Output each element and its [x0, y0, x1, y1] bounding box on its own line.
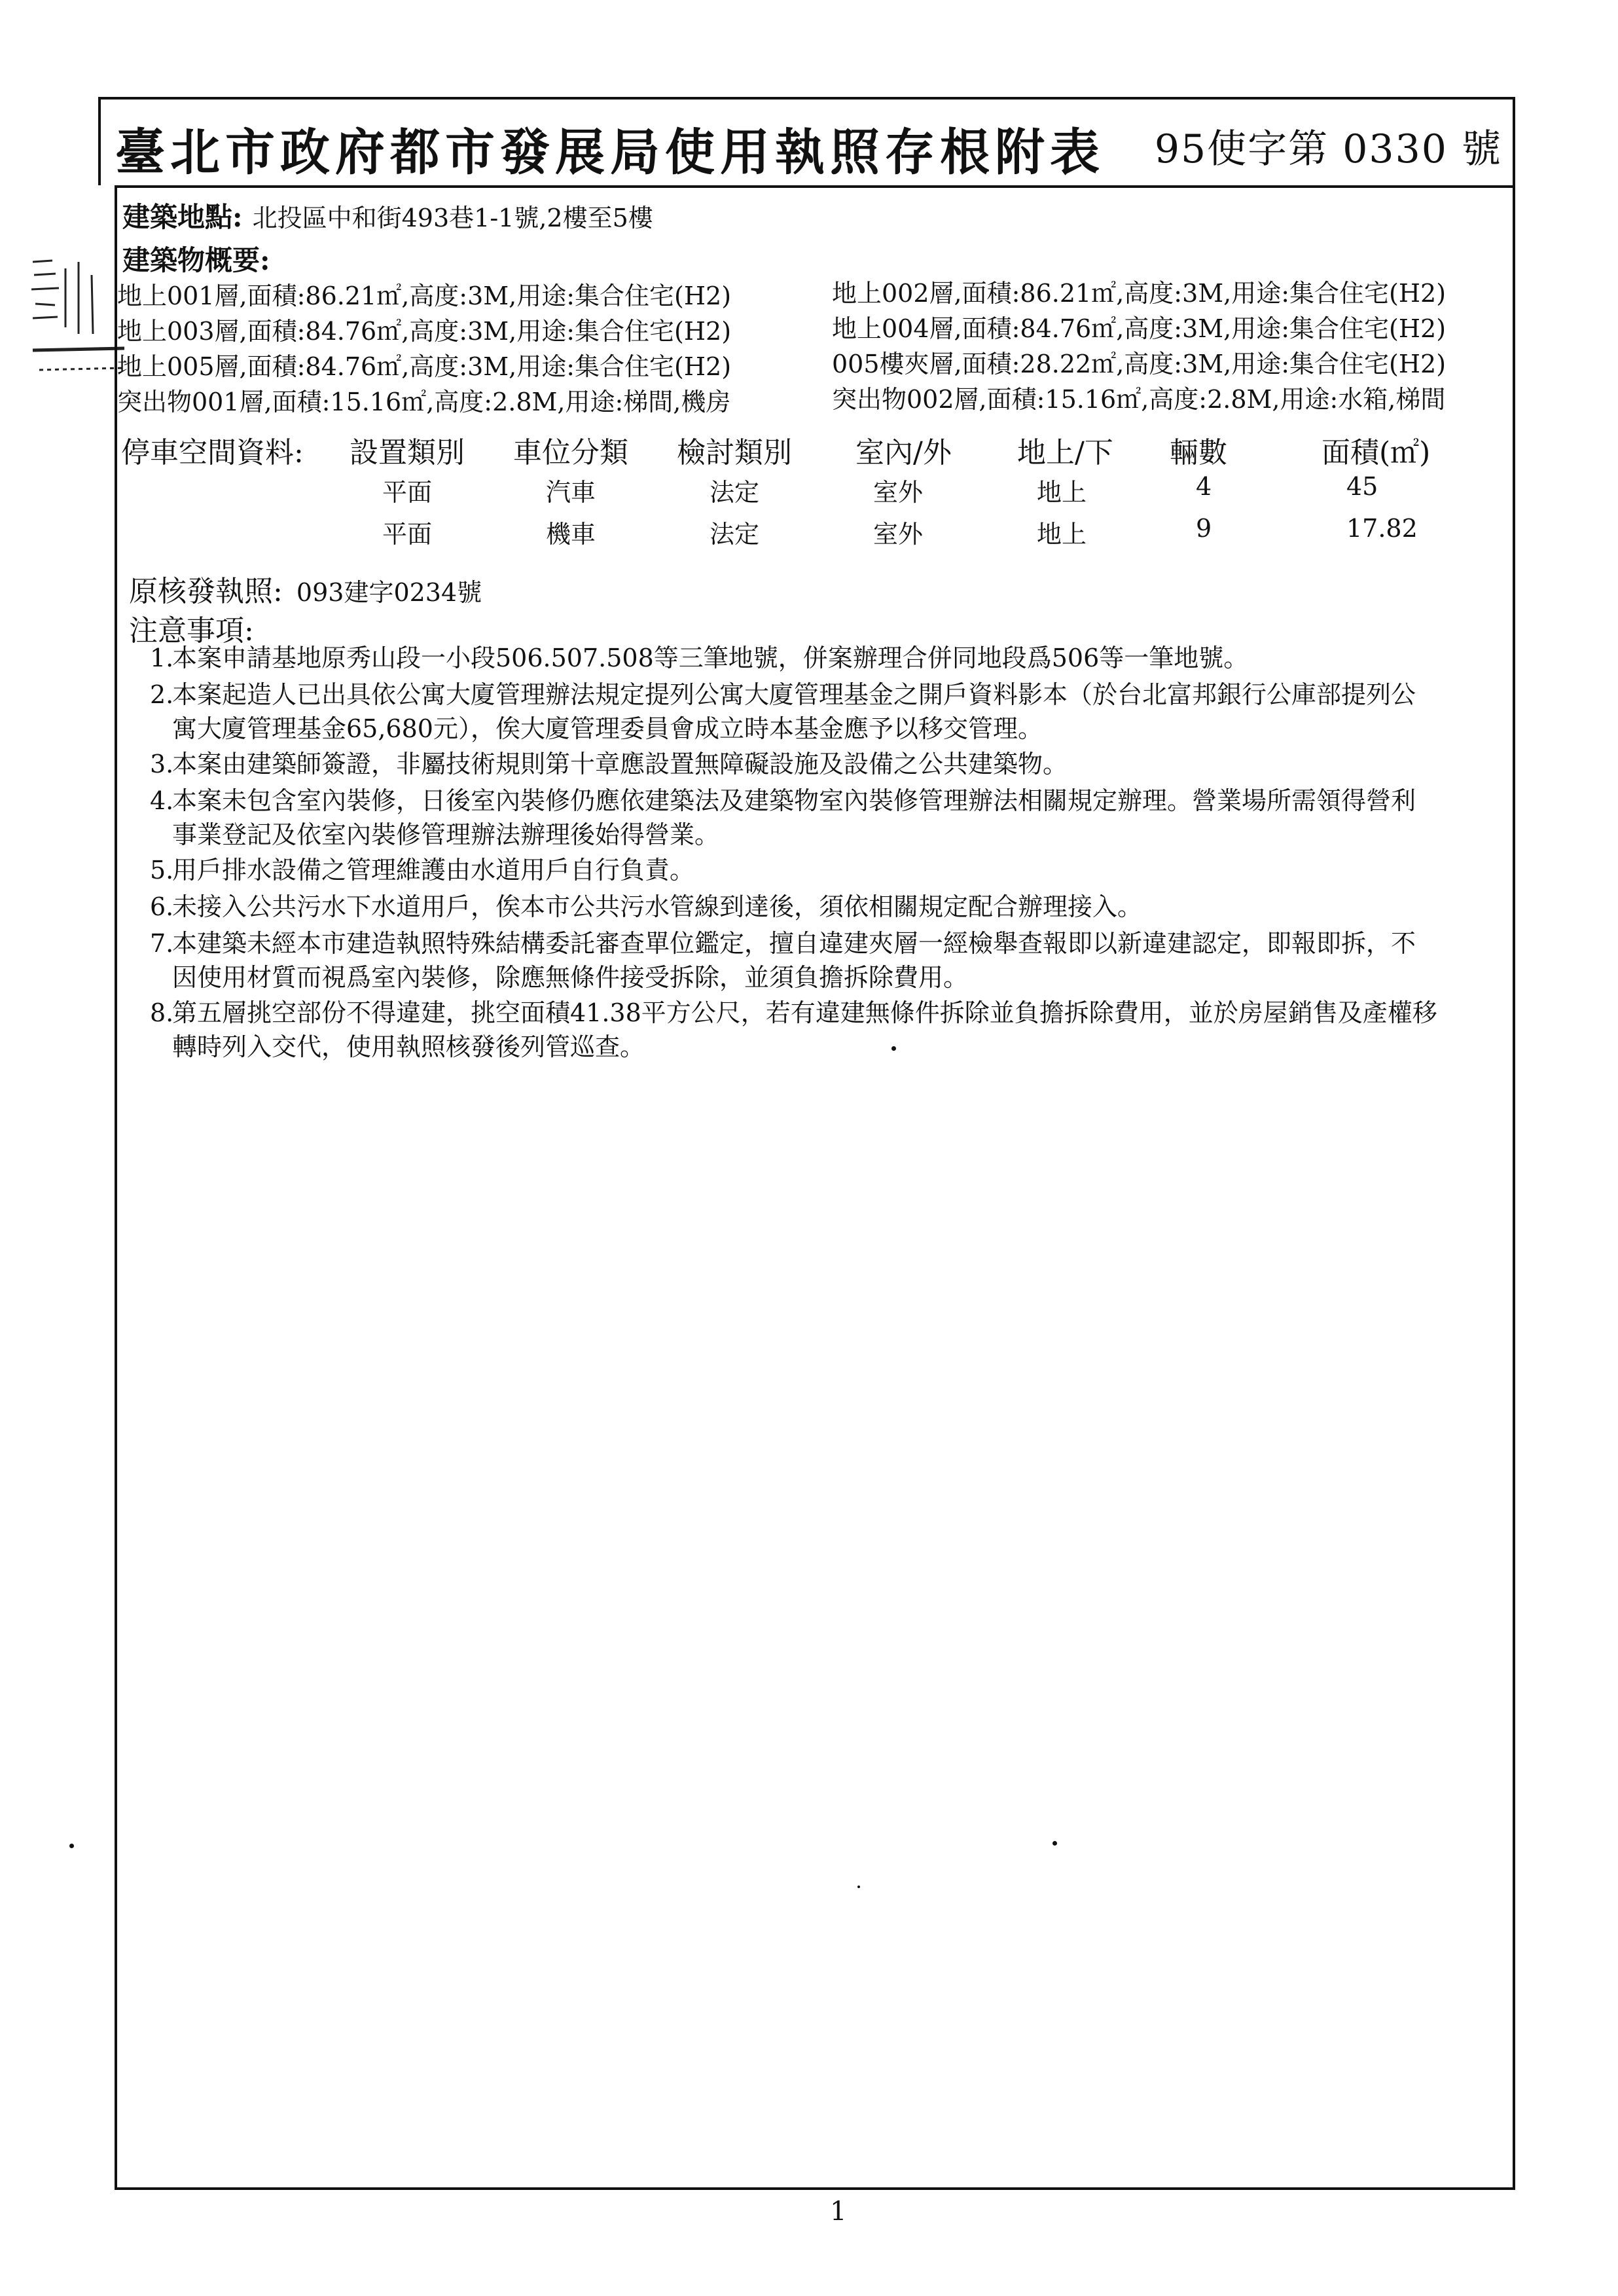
parking-row2-type: 平面: [382, 520, 433, 549]
note-item-2: [150, 678, 1492, 746]
parking-row1-review: 法定: [710, 478, 760, 507]
site-label: 建築地點:: [122, 201, 243, 233]
overview-label: 建築物概要:: [122, 244, 270, 276]
site-row: [122, 196, 653, 235]
parking-header-review: 檢討類別: [677, 436, 792, 469]
note-number: 5.: [150, 856, 174, 884]
note-number: 1.: [150, 644, 174, 672]
note-item-5: [150, 853, 1492, 887]
parking-header-level: 地上/下: [1017, 436, 1113, 469]
overview-right-1: 地上002層,面積:86.21㎡,高度:3M,用途:集合住宅(H2): [832, 279, 1447, 308]
parking-header-area: 面積(㎡): [1321, 436, 1431, 469]
original-permit-label: 原核發執照:: [129, 575, 283, 608]
parking-header-category: 車位分類: [513, 436, 628, 469]
notes-label: 注意事項:: [129, 614, 254, 647]
note-text: 本案申請基地原秀山段一小段506.507.508等三筆地號，併案辦理合併同地段爲506等一筆地號。: [172, 644, 1249, 672]
note-number: 4.: [150, 786, 174, 815]
note-text: 本建築未經本市建造執照特殊結構委託審查單位鑑定，擅自違建夾層一經檢舉查報即以新違建認定，即報即拆，不: [172, 929, 1416, 958]
scan-dot: [69, 1844, 74, 1848]
parking-row2-count: 9: [1196, 514, 1212, 543]
parking-header-type: 設置類別: [350, 436, 465, 469]
parking-row2-category: 機車: [546, 520, 596, 549]
scan-dot: [1052, 1841, 1057, 1846]
note-text-cont: 因使用材質而視爲室內裝修，除應無條件接受拆除，並須負擔拆除費用。: [172, 963, 969, 992]
document-title: 臺北市政府都市發展局使用執照存根附表: [115, 123, 1105, 181]
parking-label: 停車空間資料:: [121, 436, 304, 469]
note-item-1: [150, 641, 1492, 675]
note-text: 本案由建築師簽證，非屬技術規則第十章應設置無障礙設施及設備之公共建築物。: [172, 750, 1068, 778]
title-box: [98, 97, 1515, 185]
note-text: 本案起造人已出具依公寓大廈管理辦法規定提列公寓大廈管理基金之開戶資料影本（於台北富邦銀行公庫部提列公: [172, 680, 1416, 709]
note-text: 用戶排水設備之管理維護由水道用戶自行負責。: [172, 856, 695, 884]
overview-left-1: 地上001層,面積:86.21㎡,高度:3M,用途:集合住宅(H2): [117, 282, 732, 310]
note-text: 本案未包含室內裝修，日後室內裝修仍應依建築法及建築物室內裝修管理辦法相關規定辦理。營業場所需領得營利: [172, 786, 1416, 815]
overview-left-2: 地上003層,面積:84.76㎡,高度:3M,用途:集合住宅(H2): [117, 317, 732, 346]
note-text: 第五層挑空部份不得違建，挑空面積41.38平方公尺，若有違建無條件拆除並負擔拆除費用，並於房屋銷售及產權移: [172, 998, 1437, 1027]
overview-right-3: 005樓夾層,面積:28.22㎡,高度:3M,用途:集合住宅(H2): [832, 350, 1447, 378]
note-item-7: [150, 926, 1492, 994]
parking-row1-indoor: 室外: [873, 478, 924, 507]
original-permit-row: [129, 568, 482, 610]
parking-row1-level: 地上: [1037, 478, 1087, 507]
overview-right-2: 地上004層,面積:84.76㎡,高度:3M,用途:集合住宅(H2): [832, 314, 1447, 343]
parking-row1-count: 4: [1196, 472, 1212, 501]
scan-dot: [891, 1046, 896, 1051]
note-number: 2.: [150, 680, 174, 709]
note-number: 6.: [150, 892, 174, 921]
parking-header-indoor: 室內/外: [855, 436, 952, 469]
overview-left-4: 突出物001層,面積:15.16㎡,高度:2.8M,用途:梯間,機房: [117, 388, 731, 416]
site-value: 北投區中和街493巷1-1號,2樓至5樓: [252, 204, 653, 232]
parking-row1-type: 平面: [382, 478, 433, 507]
parking-row2-level: 地上: [1037, 520, 1087, 549]
original-permit-value: 093建字0234號: [296, 578, 482, 607]
note-text-cont: 轉時列入交代，使用執照核發後列管巡查。: [172, 1032, 645, 1061]
note-number: 3.: [150, 750, 174, 778]
note-item-3: [150, 747, 1492, 781]
parking-row1-area: 45: [1346, 472, 1378, 501]
note-item-8: [150, 996, 1492, 1064]
note-text-cont: 事業登記及依室內裝修管理辦法辦理後始得營業。: [172, 820, 720, 849]
parking-row2-area: 17.82: [1346, 514, 1418, 543]
scan-dot: [857, 1886, 860, 1888]
note-text: 未接入公共污水下水道用戶，俟本市公共污水管線到達後，須依相關規定配合辦理接入。: [172, 892, 1143, 921]
note-number: 7.: [150, 929, 174, 958]
note-text-cont: 寓大廈管理基金65,680元），俟大廈管理委員會成立時本基金應予以移交管理。: [172, 714, 1043, 743]
overview-left-3: 地上005層,面積:84.76㎡,高度:3M,用途:集合住宅(H2): [117, 352, 732, 381]
parking-row1-category: 汽車: [546, 478, 596, 507]
permit-number: 95使字第 0330 號: [1154, 126, 1502, 172]
overview-right-4: 突出物002層,面積:15.16㎡,高度:2.8M,用途:水箱,梯間: [832, 385, 1446, 414]
note-number: 8.: [150, 998, 174, 1027]
main-form-box: [115, 185, 1515, 2190]
page-number: 1: [830, 2196, 847, 2227]
parking-row2-review: 法定: [710, 520, 760, 549]
note-item-4: [150, 784, 1492, 852]
parking-row2-indoor: 室外: [873, 520, 924, 549]
parking-header-count: 輛數: [1170, 436, 1227, 469]
note-item-6: [150, 890, 1492, 924]
